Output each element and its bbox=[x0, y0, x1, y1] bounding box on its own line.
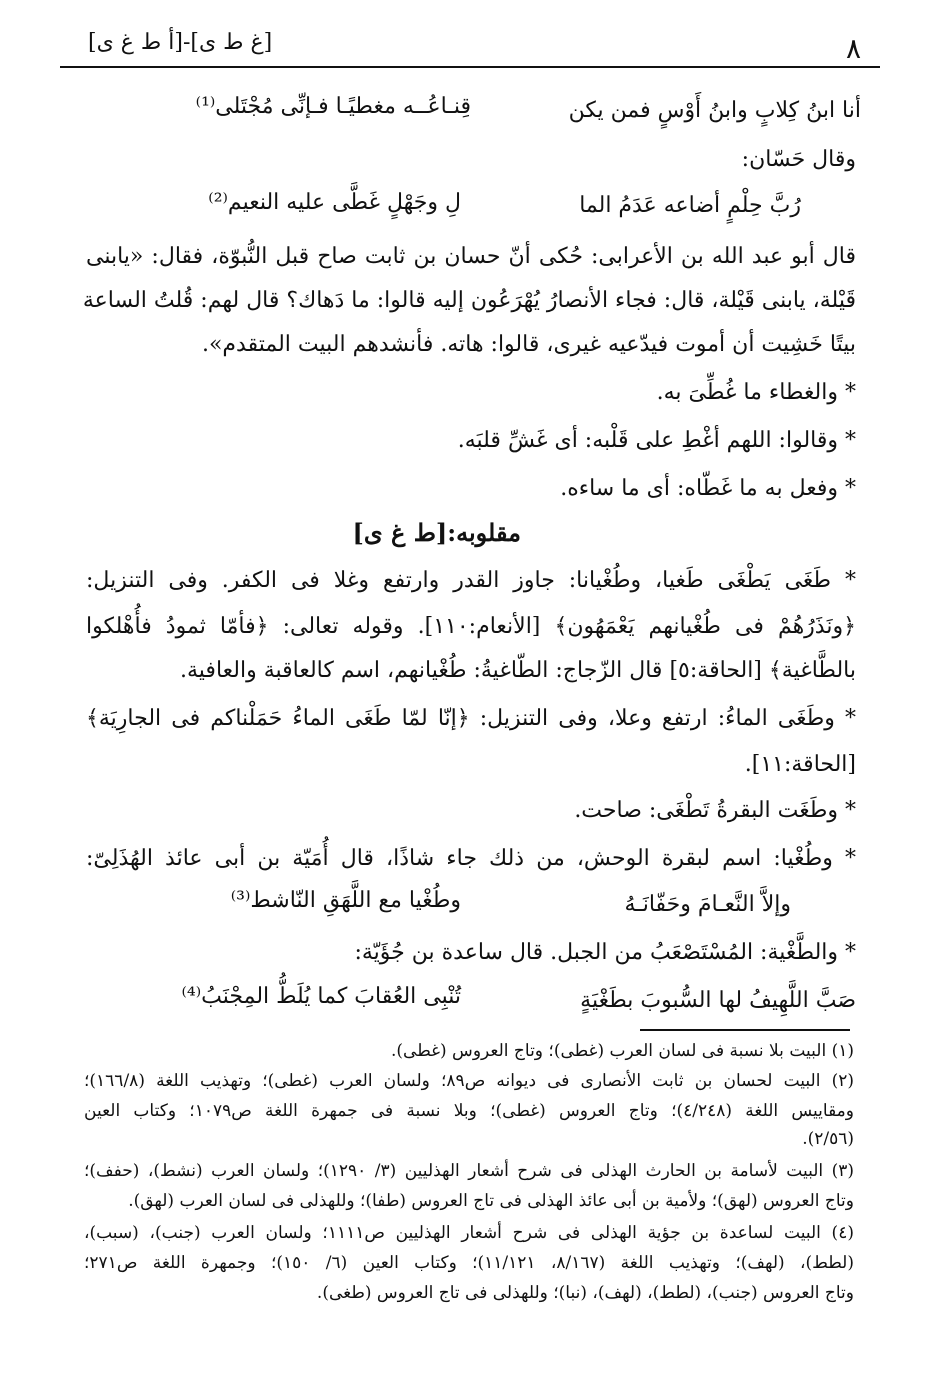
footnote-4-line: وتاج العروس (جنب)، (لطط)، (لهف)، (نبا)؛ وللهذلى فى تاج العروس (طغى). bbox=[316, 1283, 854, 1303]
footnote-2-line: ومقاييس اللغة (٤/٢٤٨)؛ وتاج العروس (غطى)؛ وبلا نسبة فى جمهرة اللغة ص١٠٧٩؛ وكتاب العين bbox=[84, 1101, 854, 1121]
footnote-3-line: وتاج العروس (لهق)؛ ولأمية بن أبى عائذ الهذلى فى تاج العروس (طفا)؛ وللهذلى فى لسان العرب (لهق). bbox=[128, 1191, 854, 1211]
verse2-second-hemistich: لِ وجَهْلٍ غَطَّى عليه النعيم⁽²⁾ bbox=[208, 190, 461, 215]
paragraph-line: * وطَغَى الماءُ: ارتفع وعلا، وفى التنزيل: ﴿إنّا لمّا طَغَى الماءُ حَمَلْناكم فى الجارِيَة﴾ bbox=[86, 706, 856, 731]
header-rule bbox=[60, 66, 880, 68]
verse1-second-hemistich: قِنـاعُــه مغطيًـا فـإنِّى مُجْتَلى⁽¹⁾ bbox=[195, 94, 471, 119]
footnote-2-line: (٢/٥٦). bbox=[802, 1129, 854, 1149]
section-heading: مقلوبه:[ط غ ى] bbox=[352, 518, 521, 547]
running-header-root: [غ ط ى]-[أ ط غ ى] bbox=[88, 30, 273, 55]
verse4-first-hemistich: صَبَّ اللَّهِيفُ لها السُّبوبَ بطَغْيَةٍ bbox=[580, 988, 856, 1013]
entry-item: * وقالوا: اللهم أغْطِ على قَلْبه: أى غَشِّ قلبَه. bbox=[457, 428, 856, 453]
footnote-4-line: (٤) البيت لساعدة بن جؤية الهذلى فى شرح أشعار الهذليين ص١١١١؛ ولسان العرب (جنب)، (سبب)، bbox=[84, 1223, 854, 1243]
verse3-second-hemistich: وطُغْيا مع اللَّهَقِ النّاشط⁽³⁾ bbox=[230, 888, 461, 913]
entry-item: * والغطاء ما غُطِّىَ به. bbox=[656, 380, 856, 405]
page-number: ٨ bbox=[846, 32, 862, 65]
paragraph-line: [الحاقة:١١]. bbox=[744, 752, 856, 777]
footnote-1: (١) البيت بلا نسبة فى لسان العرب (غطى)؛ وتاج العروس (غطى). bbox=[390, 1041, 854, 1061]
footnote-3-line: (٣) البيت لأسامة بن الحارث الهذلى فى شرح أشعار الهذليين (٣/ ١٢٩٠)؛ ولسان العرب (نشط)، (حفف)؛ bbox=[84, 1161, 854, 1181]
paragraph-line: بيتًا خَشِيت أن أموت فيدّعيه غيرى، قالوا: هاته. فأنشدهم البيت المتقدم». bbox=[201, 332, 856, 357]
paragraph-line: * والطَّغْية: المُسْتَصْعَبُ من الجبل. قال ساعدة بن جُؤَيّة: bbox=[354, 940, 856, 965]
hassan-intro: وقال حَسّان: bbox=[741, 147, 856, 172]
paragraph-line: قال أبو عبد الله بن الأعرابى: حُكى أنّ حسان بن ثابت صاح قبل النُّبوّة، فقال: «يابنى bbox=[86, 244, 856, 269]
paragraph-line: ﴿ونَذَرُهُمْ فى طُغْيانهم يَعْمَهُون﴾ [الأنعام:١١٠]. وقوله تعالى: ﴿فأمّا ثمودُ فأُهْلكوا bbox=[86, 614, 856, 639]
verse3-first-hemistich: وإلاَّ النَّعـامَ وحَفّانَـهُ bbox=[624, 892, 791, 917]
paragraph-line: بالطَّاغية﴾ [الحاقة:٥] قال الزّجاج: الطّاغيةُ: طُغْيانهم، اسم كالعاقبة والعافية. bbox=[180, 658, 856, 683]
verse4-second-hemistich: تُنْبِى العُقابَ كما يُلَطُّ المِجْنَبُ⁽⁴⁾ bbox=[181, 984, 461, 1009]
entry-item: * وطَغَت البقرةُ تَطْغَى: صاحت. bbox=[574, 798, 856, 823]
entry-item: * وفعل به ما غَطّاه: أى ما ساءه. bbox=[560, 476, 856, 501]
footnote-2-line: (٢) البيت لحسان بن ثابت الأنصارى فى ديوانه ص٨٩؛ ولسان العرب (غطى)؛ وتهذيب اللغة (١٦٦/٨)؛ bbox=[84, 1071, 854, 1091]
verse2-first-hemistich: رُبَّ حِلْمٍ أضاعه عَدَمُ الما bbox=[579, 193, 801, 218]
footnote-separator bbox=[640, 1029, 850, 1031]
paragraph-line: * طَغَى يَطْغَى طَغيا، وطُغْيانا: جاوز القدر وارتفع وغلا فى الكفر. وفى التنزيل: bbox=[86, 568, 856, 593]
paragraph-line: قَيْلة، يابنى قَيْلة، قال: فجاء الأنصارُ يُهْرَعُون إليه قالوا: ما دَهاك؟ قال لهم: قُلتُ الساعة bbox=[82, 288, 856, 313]
paragraph-line: * وطُغْيا: اسم لبقرة الوحش، من ذلك جاء شاذًا، قال أُمَيّة بن أبى عائذ الهُذَلِىّ: bbox=[86, 846, 856, 871]
footnote-4-line: (لطط)، (لهف)؛ وتهذيب اللغة (٨/١٦٧، ١١/١٢١)؛ وكتاب العين (٦/ ١٥٠)؛ وجمهرة اللغة ص٢٧١؛ bbox=[84, 1253, 854, 1273]
verse1-first-hemistich: أنا ابنُ كِلابٍ وابنُ أَوْسٍ فمن يكن bbox=[568, 98, 861, 123]
